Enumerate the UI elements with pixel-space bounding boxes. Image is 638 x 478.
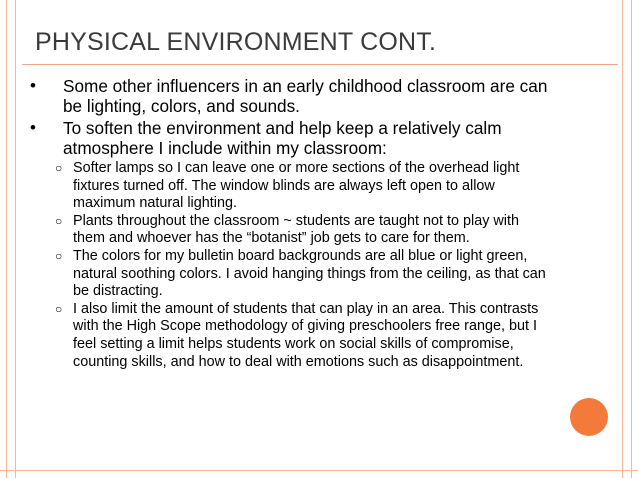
bottom-border-line <box>0 470 638 471</box>
hollow-circle-bullet-icon: ○ <box>55 161 63 175</box>
right-border-line <box>631 0 632 478</box>
hollow-circle-bullet-icon: ○ <box>55 213 63 228</box>
slide-title: PHYSICAL ENVIRONMENT CONT. <box>35 28 437 56</box>
hollow-circle-bullet-icon: ○ <box>55 248 63 263</box>
sub-bullet-item <box>55 212 553 248</box>
left-border-line <box>6 0 7 478</box>
orange-circle-decoration <box>570 398 608 436</box>
bullet-dot-icon: • <box>30 76 36 95</box>
right-border-line-inner <box>622 0 623 478</box>
bullet-text: Some other influencers in an early childhood classroom are can be lighting, colors, and sounds. <box>63 76 548 116</box>
title-divider <box>22 64 618 65</box>
sub-bullet-item <box>55 160 553 213</box>
sub-bullet-item <box>55 300 553 371</box>
sub-bullet-text: Softer lamps so I can leave one or more sections of the overhead light fixtures turned off. The window blinds are always left open to allow maximum natural lighting. <box>73 160 520 212</box>
bullet-dot-icon: • <box>30 118 36 137</box>
sub-bullet-text: Plants throughout the classroom ~ students are taught not to play with them and whoever has the “botanist” job gets to care for them. <box>73 212 519 247</box>
sub-bullet-list <box>13 160 553 371</box>
bullet-text: To soften the environment and help keep a relatively calm atmosphere I include within my classroom: <box>63 118 502 158</box>
sub-bullet-text: I also limit the amount of students that can play in an area. This contrasts with the High Scope methodology of giving preschoolers free range, but I feel setting a limit helps students work on social skills of compromise, counting skills, and how to deal with emotions such as disappointment. <box>73 300 539 370</box>
bullet-item <box>28 76 568 116</box>
slide-content <box>28 76 568 371</box>
bullet-item <box>28 118 568 158</box>
hollow-circle-bullet-icon: ○ <box>55 301 63 316</box>
sub-bullet-item <box>55 247 553 301</box>
sub-bullet-text: The colors for my bulletin board backgrounds are all blue or light green, natural soothing colors. I avoid hanging things from the ceiling, as that can be distracting. <box>73 247 546 300</box>
